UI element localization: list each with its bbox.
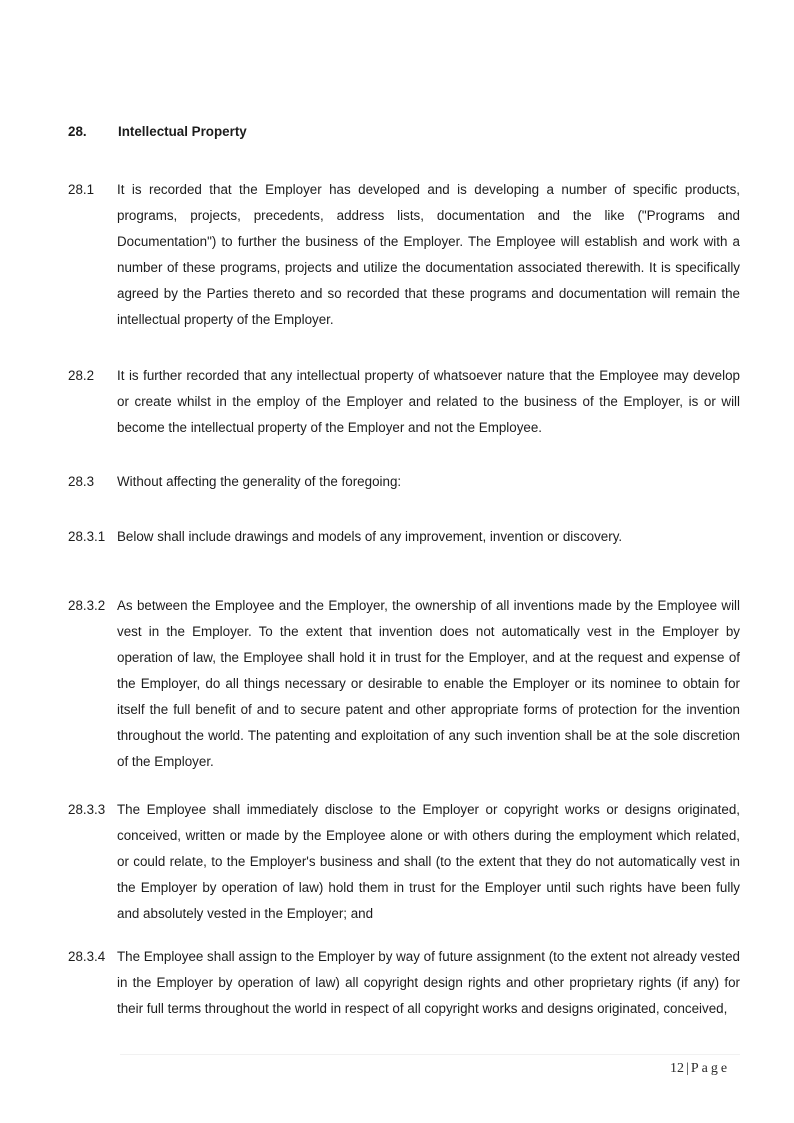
footer-divider (120, 1054, 740, 1055)
clause-text: The Employee shall assign to the Employer by way of future assignment (to the extent not already vested in the Employer by operation of law) all copyright design rights and other proprietary rights (if any) for their full terms throughout the world in respect of all copyright works and designs originated, conceived, (117, 949, 740, 1016)
clause-text: Without affecting the generality of the foregoing: (117, 474, 402, 489)
clause-text: Below shall include drawings and models of any improvement, invention or discovery. (117, 529, 623, 544)
clause-28-3-3 (68, 797, 740, 927)
section-title: Intellectual Property (118, 124, 247, 139)
section-heading (68, 123, 247, 141)
clause-28-3-1 (68, 524, 740, 550)
clause-number: 28.3.1 (68, 529, 106, 544)
clause-text: As between the Employee and the Employer, the ownership of all inventions made by the Employee will vest in the Employer. To the extent that invention does not automatically vest in the Employer by operation of law, the Employee shall hold it in trust for the Employer, and at the request and expense of the Employer, do all things necessary or desirable to enable the Employer or its nominee to obtain for itself the full benefit of and to secure patent and other appropriate forms of protection for the invention throughout the world. The patenting and exploitation of any such invention shall be at the sole discretion of the Employer. (117, 598, 740, 769)
clause-number: 28.1 (68, 182, 95, 197)
page-label: Page (690, 1061, 731, 1076)
clause-28-1 (68, 177, 740, 333)
clause-28-3 (68, 469, 740, 495)
clause-text: The Employee shall immediately disclose to the Employer or copyright works or designs originated, conceived, written or made by the Employee alone or with others during the employment which related, or could relate, to the Employer's business and shall (to the extent that they do not automatically vest in the Employer by operation of law) hold them in trust for the Employer until such rights have been fully and absolutely vested in the Employer; and (117, 802, 740, 921)
clause-number: 28.3 (68, 474, 95, 489)
page-footer (670, 1061, 730, 1077)
section-number: 28. (68, 124, 87, 139)
clause-number: 28.3.4 (68, 949, 106, 964)
page-number: 12 (670, 1061, 684, 1076)
footer-separator: | (686, 1061, 689, 1076)
clause-28-2 (68, 363, 740, 441)
clause-28-3-4 (68, 944, 740, 1022)
clause-number: 28.3.2 (68, 598, 106, 613)
clause-number: 28.2 (68, 368, 95, 383)
clause-text: It is further recorded that any intellectual property of whatsoever nature that the Employee may develop or create whilst in the employ of the Employer and related to the business of the Employer, is or will become the intellectual property of the Employer and not the Employee. (117, 368, 740, 435)
clause-text: It is recorded that the Employer has developed and is developing a number of specific products, programs, projects, precedents, address lists, documentation and the like ("Programs and Documentation") to further the business of the Employer. The Employee will establish and work with a number of these programs, projects and utilize the documentation associated therewith. It is specifically agreed by the Parties thereto and so recorded that these programs and documentation will remain the intellectual property of the Employer. (117, 182, 740, 327)
clause-number: 28.3.3 (68, 802, 106, 817)
clause-28-3-2 (68, 593, 740, 775)
